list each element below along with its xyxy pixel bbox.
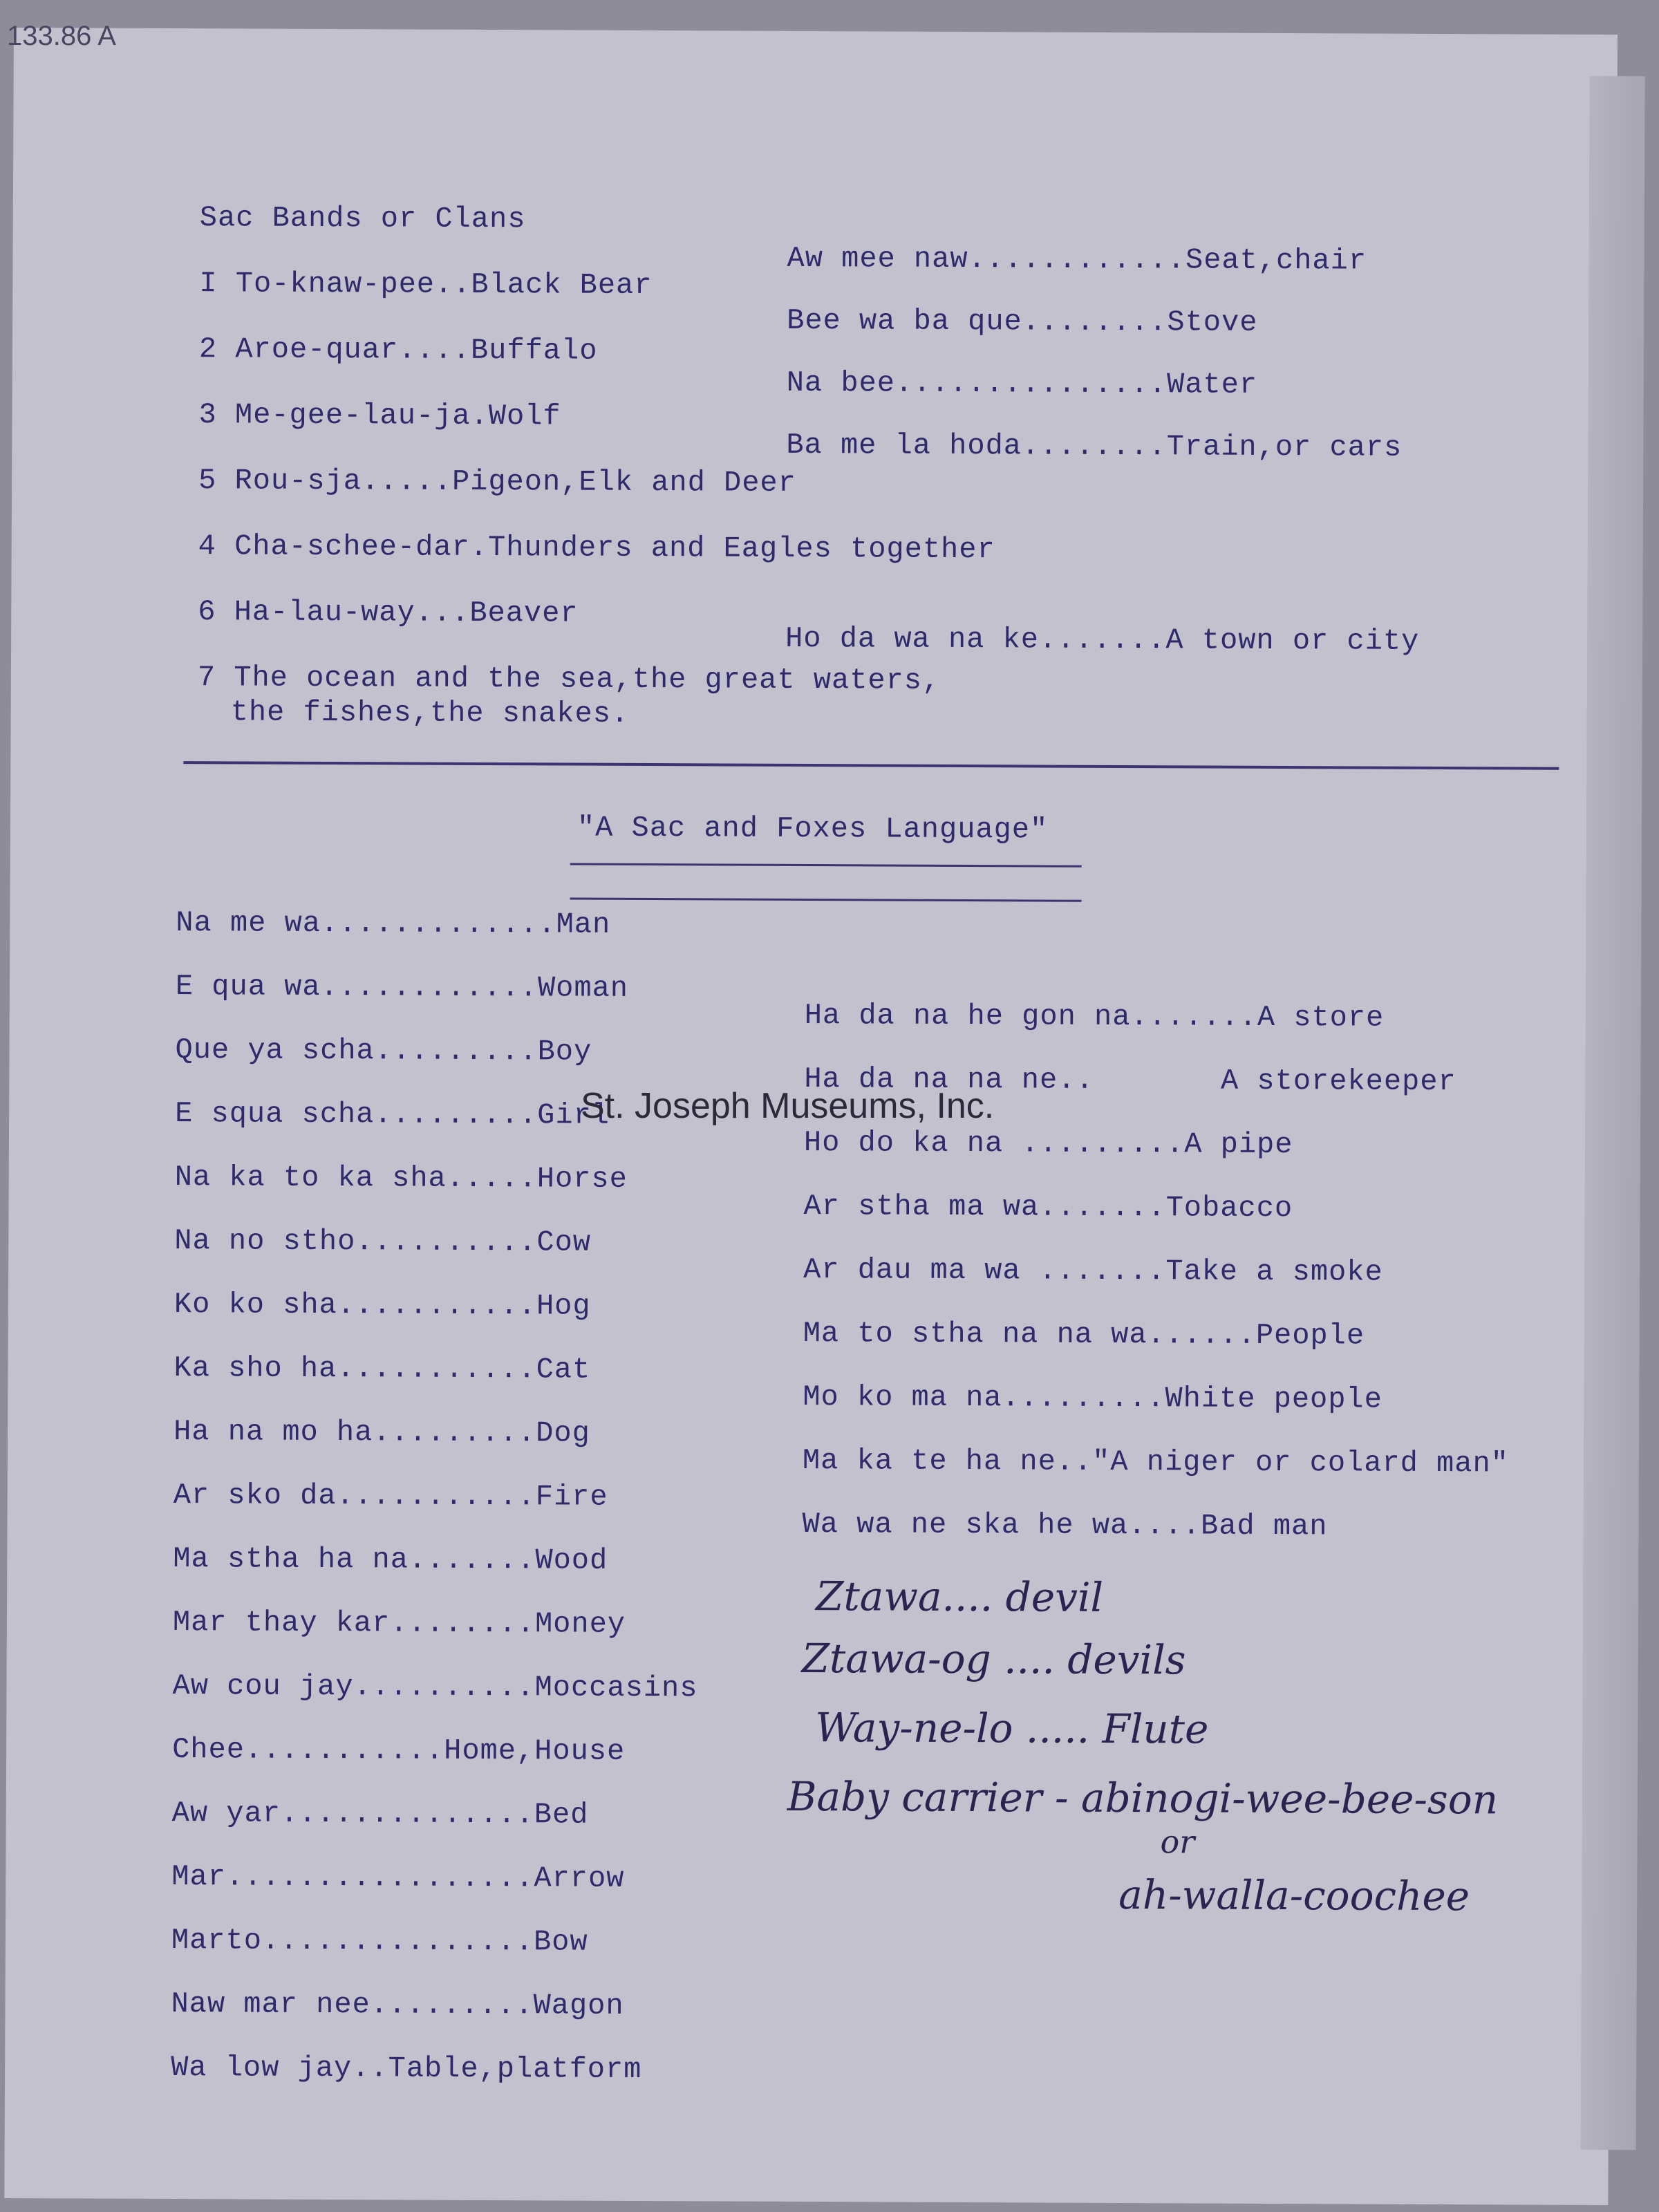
vocab-left-item: Wa low jay..Table,platform (171, 2051, 642, 2086)
title-underline (570, 898, 1082, 902)
paper-edge (1581, 76, 1645, 2150)
vocab-left-item: Que ya scha.........Boy (175, 1033, 592, 1069)
section-divider (183, 761, 1559, 770)
vocab-left-item: Ha na mo ha.........Dog (174, 1415, 590, 1450)
handwritten-note: Ztawa-og .... devils (801, 1634, 1186, 1684)
top-right-item: Ho da wa na ke.......A town or city (785, 621, 1420, 658)
vocab-left-item: Na no stho..........Cow (174, 1224, 592, 1259)
handwritten-note: or (1160, 1823, 1195, 1861)
vocab-left-item: Aw yar..............Bed (171, 1797, 589, 1832)
handwritten-note: Way-ne-lo ..... Flute (815, 1704, 1209, 1753)
vocab-right-item: Ma ka te ha ne.."A niger or colard man" (802, 1443, 1510, 1481)
catalog-number: 133.86 A (7, 21, 116, 51)
vocab-left-item: Ar sko da...........Fire (173, 1479, 608, 1514)
vocab-left-item: Ko ko sha...........Hog (174, 1288, 591, 1323)
handwritten-note: ah-walla-coochee (1118, 1871, 1470, 1920)
band-item: 7 The ocean and the sea,the great waters, (197, 661, 941, 697)
vocab-left-item: Ma stha ha na.......Wood (173, 1542, 608, 1577)
vocab-left-item: Na ka to ka sha.....Horse (174, 1161, 628, 1196)
band-item: 3 Me-gee-lau-ja.Wolf (198, 398, 561, 433)
band-item: I To-knaw-pee..Black Bear (199, 267, 653, 303)
top-right-item: Ba me la hoda........Train,or cars (786, 428, 1403, 465)
band-item: 5 Rou-sja.....Pigeon,Elk and Deer (198, 464, 796, 500)
vocab-right-item: Ar stha ma wa.......Tobacco (803, 1190, 1293, 1226)
title-underline (570, 863, 1082, 868)
vocab-right-item: Wa wa ne ska he wa....Bad man (802, 1507, 1328, 1544)
vocab-right-item: Ha da na he gon na.......A store (804, 999, 1385, 1035)
language-title: "A Sac and Foxes Language" (577, 811, 1049, 847)
vocab-left-item: Marto...............Bow (171, 1924, 588, 1959)
vocab-right-item: Ar dau ma wa .......Take a smoke (803, 1253, 1383, 1289)
vocab-left-item: Na me wa.............Man (176, 906, 611, 941)
vocab-right-item: Ha da na na ne.. A storekeeper (804, 1062, 1456, 1099)
vocab-left-item: Ka sho ha...........Cat (174, 1351, 591, 1387)
vocab-right-item: Ho do ka na .........A pipe (803, 1126, 1293, 1162)
top-right-item: Na bee...............Water (786, 366, 1258, 402)
vocab-left-item: Mar thay kar........Money (172, 1606, 626, 1641)
band-item: 4 Cha-schee-dar.Thunders and Eagles together (198, 529, 995, 567)
vocab-right-item: Ma to stha na na wa......People (803, 1317, 1365, 1353)
top-right-item: Aw mee naw............Seat,chair (787, 241, 1367, 278)
handwritten-note: Ztawa.... devil (815, 1573, 1104, 1621)
top-right-item: Bee wa ba que........Stove (787, 303, 1258, 339)
band-item: 2 Aroe-quar....Buffalo (198, 332, 598, 368)
vocab-left-item: Chee...........Home,House (172, 1733, 626, 1768)
handwritten-note: Baby carrier - abinogi-wee-bee-son (787, 1772, 1499, 1824)
vocab-left-item: E qua wa............Woman (175, 970, 629, 1005)
bands-title: Sac Bands or Clans (199, 201, 526, 236)
vocab-left-item: Naw mar nee.........Wagon (171, 1987, 624, 2023)
band-item: the fishes,the snakes. (230, 695, 630, 731)
vocab-left-item: Mar.................Arrow (171, 1860, 625, 1895)
watermark: St. Joseph Museums, Inc. (581, 1086, 995, 1126)
vocab-left-item: E squa scha.........Girl (175, 1097, 610, 1132)
vocab-left-item: Aw cou jay..........Moccasins (172, 1669, 698, 1705)
band-item: 6 Ha-lau-way...Beaver (198, 595, 579, 630)
vocab-right-item: Mo ko ma na.........White people (803, 1380, 1382, 1416)
